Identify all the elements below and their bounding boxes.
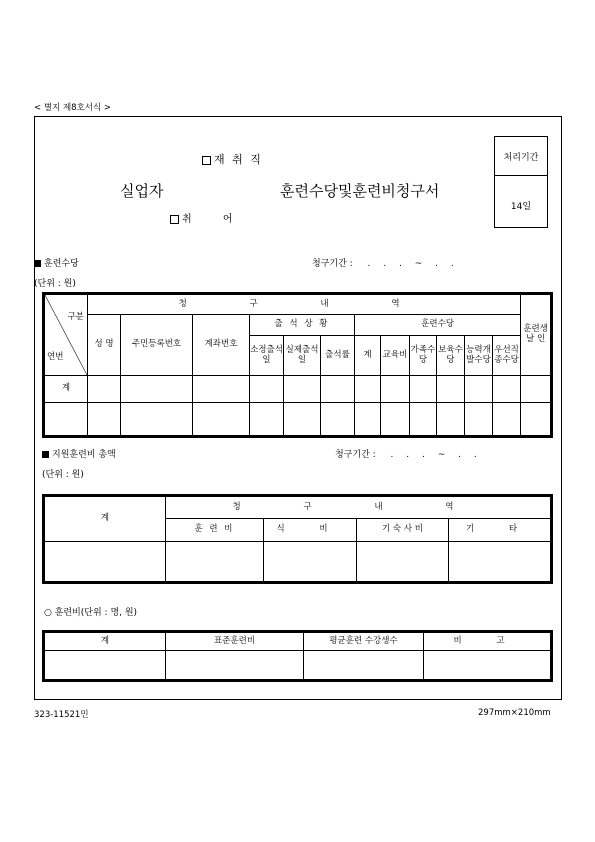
gubun-cell <box>44 294 88 376</box>
development-header: 능력개발수당 <box>465 336 493 376</box>
section3-title: ○ 훈련비(단위 : 명, 원) <box>44 608 138 618</box>
actual-days-header: 실제출석일 <box>284 336 321 376</box>
option-bottom: 취 어 <box>170 210 247 225</box>
training-fee-header: 훈 련 비 <box>166 518 264 541</box>
section1-period: 청구기간 : . . . ~ . . <box>312 259 459 269</box>
name-header: 성 명 <box>88 315 121 376</box>
signature-header: 훈련생날 인 <box>521 294 552 376</box>
family-header: 가족수당 <box>410 336 437 376</box>
allowance-table <box>42 292 553 438</box>
avg-trainees-header: 평균훈련 수강생수 <box>304 632 424 651</box>
table-row <box>44 651 552 681</box>
checkbox-icon <box>202 156 211 165</box>
option-top: 재 취 직 <box>202 151 263 167</box>
total-row <box>44 375 552 402</box>
remarks-header: 비 고 <box>424 632 552 651</box>
checkbox-icon <box>170 215 179 224</box>
meal-fee-header: 식 비 <box>264 518 357 541</box>
form-label: < 별지 제8호서식 > <box>34 103 112 113</box>
section2-title: 지원훈련비 총액 <box>42 447 116 460</box>
footer-size: 297mm×210mm <box>478 708 551 718</box>
training-summary-table <box>42 630 553 682</box>
section2-total-label: 계 <box>44 496 166 542</box>
attendance-header: 출 석 상 황 <box>250 315 355 336</box>
childcare-header: 보육수당 <box>437 336 465 376</box>
standard-fee-header: 표준훈련비 <box>166 632 304 651</box>
table-row <box>44 403 552 437</box>
processing-box <box>494 136 548 228</box>
other-fee-header: 기 타 <box>449 518 552 541</box>
training-cost-table <box>42 494 553 584</box>
dormitory-fee-header: 기 숙 사 비 <box>357 518 449 541</box>
account-no-header: 계좌번호 <box>193 315 250 376</box>
education-header: 교육비 <box>381 336 410 376</box>
title-left: 실업자 <box>120 182 164 200</box>
yeonbeon-label: 연번 <box>47 352 64 363</box>
section2-unit: (단위 : 원) <box>42 470 84 480</box>
required-days-header: 소정출석일 <box>250 336 284 376</box>
gubun-label: 구분 <box>67 312 84 322</box>
priority-header: 우선직종수당 <box>493 336 521 376</box>
title-right: 훈련수당및훈련비청구서 <box>280 182 440 200</box>
section2-request-detail: 청 구 내 역 <box>166 496 552 519</box>
summary-total-header: 계 <box>44 632 166 651</box>
section2-period: 청구기간 : . . . ~ . . <box>335 450 482 460</box>
resident-no-header: 주민등록번호 <box>121 315 193 376</box>
processing-label: 처리기간 <box>503 153 539 163</box>
table-row <box>44 541 552 582</box>
allowance-header: 훈련수당 <box>355 315 521 336</box>
section1-title: 훈련수당 <box>34 256 79 269</box>
footer-code: 323-11521민 <box>34 710 89 720</box>
section1-unit: (단위 : 원) <box>34 279 76 289</box>
bullet-icon <box>34 260 41 267</box>
total-label: 계 <box>44 375 88 402</box>
request-detail-header: 청 구 내 역 <box>88 294 521 315</box>
processing-value: 14일 <box>510 202 532 212</box>
bullet-icon <box>42 451 49 458</box>
diagonal-line <box>45 295 87 375</box>
sum-header: 계 <box>355 336 381 376</box>
attendance-rate-header: 출석률 <box>321 336 355 376</box>
